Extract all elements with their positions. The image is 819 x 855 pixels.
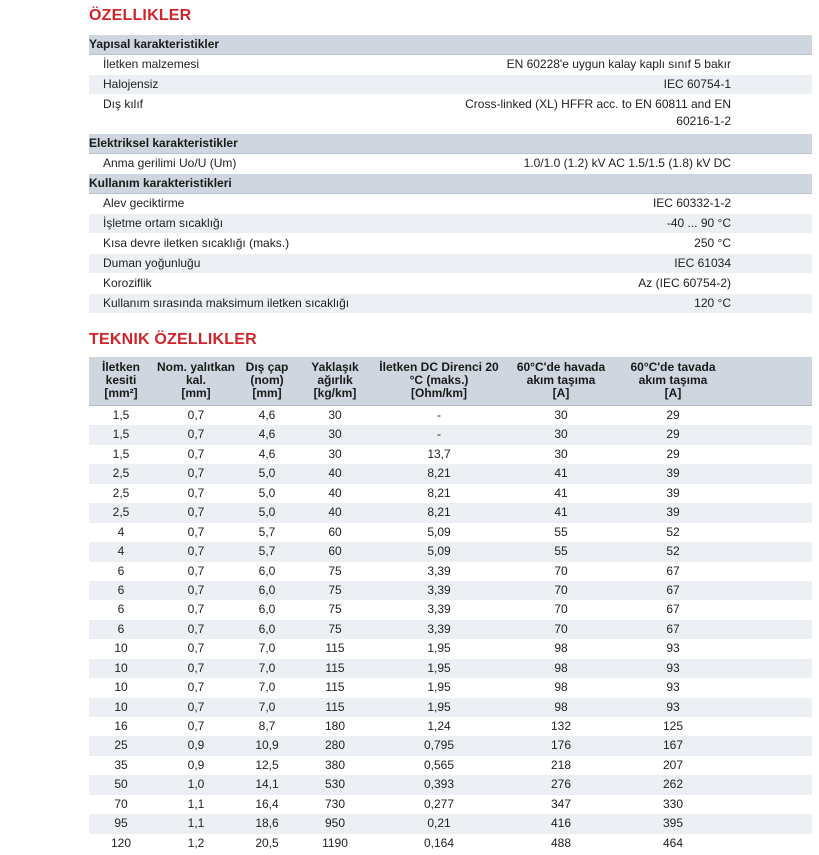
column-header-line: İletken DC Direnci 20 xyxy=(379,360,499,374)
table-cell: 10 xyxy=(114,660,128,675)
table-cell: 0,164 xyxy=(423,835,455,850)
table-cell: 7,0 xyxy=(258,660,276,675)
table-cell: 0,7 xyxy=(187,466,205,481)
table-cell: 395 xyxy=(662,816,684,831)
table-cell: 55 xyxy=(554,524,568,539)
table-cell: 0,7 xyxy=(187,408,205,422)
table-cell: - xyxy=(437,427,441,442)
column-header xyxy=(89,361,153,400)
table-header xyxy=(89,357,812,406)
table-row xyxy=(89,600,812,619)
section-title: Yapısal karakteristikler xyxy=(89,37,220,51)
column-header xyxy=(503,361,619,400)
table-cell: 5,0 xyxy=(258,466,276,481)
table-cell: 10 xyxy=(114,680,128,695)
table-cell: 93 xyxy=(666,699,680,714)
table-cell: 60 xyxy=(328,544,342,559)
table-cell: 12,5 xyxy=(255,757,279,772)
table-cell: 10,9 xyxy=(255,738,279,753)
column-header-line: İletken xyxy=(101,360,140,374)
table-cell: 0,7 xyxy=(187,582,205,597)
table-cell: 7,0 xyxy=(258,641,276,656)
table-cell: 262 xyxy=(662,777,684,792)
table-row xyxy=(89,775,812,794)
table-cell: - xyxy=(437,408,441,422)
table-cell: 40 xyxy=(328,505,342,520)
spec-label: Duman yoğunluğu xyxy=(103,256,201,270)
table-cell: 0,565 xyxy=(423,757,455,772)
table-cell: 55 xyxy=(554,544,568,559)
table-cell: 115 xyxy=(325,699,345,714)
table-cell: 30 xyxy=(554,446,568,461)
spec-row xyxy=(89,55,812,75)
spec-value: -40 ... 90 °C xyxy=(666,216,731,230)
spec-row xyxy=(89,274,812,294)
table-cell: 0,7 xyxy=(187,719,205,733)
table-row xyxy=(89,678,812,697)
table-cell: 0,7 xyxy=(187,699,205,714)
features-table xyxy=(89,35,812,314)
table-cell: 0,7 xyxy=(187,427,205,442)
table-cell: 70 xyxy=(554,563,568,578)
table-cell: 530 xyxy=(324,777,346,792)
table-cell: 125 xyxy=(662,719,684,733)
section-structural xyxy=(89,35,812,55)
table-cell: 60 xyxy=(328,524,342,539)
features-heading: ÖZELLIKLER xyxy=(89,7,192,24)
table-cell: 0,7 xyxy=(187,680,205,695)
table-cell: 14,1 xyxy=(255,777,279,792)
table-cell: 93 xyxy=(666,660,680,675)
table-cell: 67 xyxy=(666,563,680,578)
table-row xyxy=(89,445,812,464)
column-header-line: kesiti xyxy=(105,373,137,387)
column-header-line: [mm] xyxy=(181,386,211,400)
table-cell: 2,5 xyxy=(112,505,130,520)
table-cell: 1,95 xyxy=(427,660,451,675)
table-cell: 1,2 xyxy=(187,835,205,850)
technical-table xyxy=(89,357,812,853)
table-cell: 70 xyxy=(554,582,568,597)
spec-value: IEC 60332-1-2 xyxy=(652,196,731,210)
column-header-line: ağırlık xyxy=(317,373,353,387)
table-cell: 30 xyxy=(328,427,342,442)
table-row xyxy=(89,834,812,853)
table-cell: 380 xyxy=(324,757,346,772)
table-cell: 0,7 xyxy=(187,641,205,656)
table-cell: 70 xyxy=(554,602,568,617)
table-cell: 98 xyxy=(554,660,568,675)
table-cell: 39 xyxy=(666,485,680,500)
table-row xyxy=(89,523,812,542)
table-row xyxy=(89,814,812,833)
table-cell: 0,21 xyxy=(427,816,451,831)
table-cell: 6 xyxy=(117,602,125,617)
table-cell: 176 xyxy=(550,738,572,753)
table-row xyxy=(89,562,812,581)
table-cell: 4,6 xyxy=(258,408,276,422)
table-cell: 98 xyxy=(554,699,568,714)
table-cell: 16,4 xyxy=(255,796,279,811)
column-header-line: [mm] xyxy=(252,386,282,400)
table-cell: 4 xyxy=(117,544,125,559)
table-cell: 1,0 xyxy=(187,777,205,792)
table-cell: 330 xyxy=(662,796,684,811)
table-cell: 0,7 xyxy=(187,544,205,559)
table-row xyxy=(89,464,812,483)
spec-value: Cross-linked (XL) HFFR acc. to EN 60811 and EN 60216-1-2 xyxy=(465,97,731,128)
technical-heading: TEKNIK ÖZELLIKLER xyxy=(89,331,257,348)
table-cell: 50 xyxy=(114,777,128,792)
spec-label: Anma gerilimi Uo/U (Um) xyxy=(103,156,237,170)
column-header-line: 60°C'de tavada xyxy=(630,360,716,374)
spec-label: Dış kılıf xyxy=(103,97,144,111)
table-row xyxy=(89,484,812,503)
table-cell: 25 xyxy=(114,738,128,753)
column-header-line: [A] xyxy=(664,386,682,400)
table-cell: 95 xyxy=(114,816,128,831)
table-cell: 0,393 xyxy=(423,777,455,792)
table-cell: 218 xyxy=(550,757,572,772)
spec-row xyxy=(89,154,812,174)
table-row xyxy=(89,406,812,425)
spec-label: Alev geciktirme xyxy=(103,196,185,210)
table-row xyxy=(89,736,812,755)
table-cell: 280 xyxy=(324,738,346,753)
table-cell: 29 xyxy=(666,446,680,461)
column-header xyxy=(239,361,295,400)
table-cell: 3,39 xyxy=(427,582,451,597)
table-cell: 416 xyxy=(550,816,572,831)
table-cell: 16 xyxy=(114,719,128,733)
section-title: Kullanım karakteristikleri xyxy=(89,176,232,190)
column-header-line: [kg/km] xyxy=(313,386,357,400)
table-cell: 67 xyxy=(666,582,680,597)
table-cell: 6 xyxy=(117,563,125,578)
table-cell: 1,5 xyxy=(112,446,130,461)
table-cell: 115 xyxy=(325,641,345,656)
table-cell: 2,5 xyxy=(112,485,130,500)
table-cell: 18,6 xyxy=(255,816,279,831)
table-cell: 4,6 xyxy=(258,446,276,461)
table-cell: 0,7 xyxy=(187,505,205,520)
table-cell: 13,7 xyxy=(427,446,451,461)
table-cell: 0,7 xyxy=(187,446,205,461)
table-cell: 1,95 xyxy=(427,699,451,714)
table-cell: 41 xyxy=(554,505,568,520)
table-cell: 20,5 xyxy=(255,835,279,850)
section-electrical xyxy=(89,134,812,154)
section-usage xyxy=(89,174,812,194)
table-cell: 167 xyxy=(662,738,684,753)
column-header-line: °C (maks.) xyxy=(409,373,469,387)
table-cell: 39 xyxy=(666,466,680,481)
table-row xyxy=(89,542,812,561)
table-cell: 7,0 xyxy=(258,680,276,695)
table-cell: 207 xyxy=(662,757,684,772)
table-cell: 5,09 xyxy=(427,544,451,559)
table-cell: 0,7 xyxy=(187,485,205,500)
table-cell: 98 xyxy=(554,641,568,656)
table-cell: 6,0 xyxy=(258,602,276,617)
table-cell: 6,0 xyxy=(258,621,276,636)
table-cell: 10 xyxy=(114,699,128,714)
spec-label: İşletme ortam sıcaklığı xyxy=(103,216,224,230)
table-cell: 30 xyxy=(554,427,568,442)
table-cell: 67 xyxy=(666,602,680,617)
table-cell: 4,6 xyxy=(258,427,276,442)
table-row xyxy=(89,659,812,678)
table-cell: 2,5 xyxy=(112,466,130,481)
table-cell: 950 xyxy=(324,816,346,831)
table-cell: 75 xyxy=(328,582,342,597)
table-cell: 3,39 xyxy=(427,602,451,617)
table-cell: 5,7 xyxy=(258,544,276,559)
table-cell: 180 xyxy=(324,719,346,733)
table-cell: 40 xyxy=(328,466,342,481)
column-header-line: (nom) xyxy=(250,373,284,387)
table-cell: 93 xyxy=(666,680,680,695)
table-cell: 8,21 xyxy=(427,466,451,481)
spec-label: Halojensiz xyxy=(103,77,159,91)
column-header-line: Dış çap xyxy=(245,360,289,374)
spec-value: IEC 61034 xyxy=(674,256,731,270)
table-cell: 1,5 xyxy=(112,408,130,422)
table-cell: 0,7 xyxy=(187,660,205,675)
spec-row xyxy=(89,194,812,214)
table-cell: 115 xyxy=(325,660,345,675)
column-header-line: kal. xyxy=(185,373,206,387)
table-cell: 30 xyxy=(328,408,342,422)
table-cell: 4 xyxy=(117,524,125,539)
table-cell: 1,5 xyxy=(112,427,130,442)
table-cell: 5,09 xyxy=(427,524,451,539)
table-row xyxy=(89,795,812,814)
table-cell: 132 xyxy=(550,719,572,733)
table-cell: 41 xyxy=(554,466,568,481)
table-cell: 115 xyxy=(325,680,345,695)
table-cell: 39 xyxy=(666,505,680,520)
spec-row xyxy=(89,294,812,314)
table-cell: 41 xyxy=(554,485,568,500)
column-header-line: 60°C'de havada xyxy=(516,360,606,374)
table-cell: 70 xyxy=(114,796,128,811)
column-header xyxy=(619,361,727,400)
table-cell: 30 xyxy=(328,446,342,461)
table-cell: 464 xyxy=(662,835,684,850)
spec-row xyxy=(89,75,812,95)
table-cell: 0,795 xyxy=(423,738,455,753)
spec-value: 250 °C xyxy=(694,236,731,250)
table-cell: 1190 xyxy=(322,835,348,850)
table-cell: 6 xyxy=(117,582,125,597)
spec-row xyxy=(89,234,812,254)
spec-label: İletken malzemesi xyxy=(103,57,200,71)
table-cell: 40 xyxy=(328,485,342,500)
table-cell: 1,95 xyxy=(427,641,451,656)
column-header-line: [mm²] xyxy=(104,386,138,400)
table-body xyxy=(89,406,812,853)
table-cell: 98 xyxy=(554,680,568,695)
table-row xyxy=(89,756,812,775)
table-cell: 3,39 xyxy=(427,621,451,636)
spec-label: Kullanım sırasında maksimum iletken sıcaklığı xyxy=(103,296,350,310)
table-cell: 10 xyxy=(114,641,128,656)
table-cell: 120 xyxy=(110,835,132,850)
table-cell: 75 xyxy=(328,563,342,578)
table-row xyxy=(89,620,812,639)
table-row xyxy=(89,717,812,736)
table-cell: 67 xyxy=(666,621,680,636)
column-header-line: [A] xyxy=(552,386,570,400)
table-cell: 5,0 xyxy=(258,485,276,500)
table-cell: 488 xyxy=(550,835,572,850)
table-cell: 0,7 xyxy=(187,563,205,578)
spec-row xyxy=(89,95,812,134)
table-cell: 0,7 xyxy=(187,621,205,636)
spec-value: EN 60228'e uygun kalay kaplı sınıf 5 bakır xyxy=(506,57,731,71)
column-header-line: akım taşıma xyxy=(638,373,708,387)
table-row xyxy=(89,503,812,522)
table-cell: 0,7 xyxy=(187,602,205,617)
spec-row xyxy=(89,254,812,274)
table-cell: 5,0 xyxy=(258,505,276,520)
column-header-line: [Ohm/km] xyxy=(410,386,467,400)
table-row xyxy=(89,698,812,717)
table-cell: 1,1 xyxy=(187,816,205,831)
table-cell: 6 xyxy=(117,621,125,636)
column-header xyxy=(375,361,503,400)
table-cell: 29 xyxy=(666,427,680,442)
column-header xyxy=(153,361,239,400)
table-cell: 730 xyxy=(324,796,346,811)
table-cell: 0,9 xyxy=(187,738,205,753)
table-cell: 1,24 xyxy=(427,719,451,733)
table-cell: 8,21 xyxy=(427,505,451,520)
table-cell: 93 xyxy=(666,641,680,656)
table-cell: 1,1 xyxy=(187,796,205,811)
table-cell: 347 xyxy=(550,796,572,811)
table-cell: 8,7 xyxy=(258,719,276,733)
spec-value: 120 °C xyxy=(694,296,731,310)
table-cell: 30 xyxy=(554,408,568,422)
table-row xyxy=(89,425,812,444)
table-cell: 0,7 xyxy=(187,524,205,539)
spec-label: Koroziflik xyxy=(103,276,152,290)
table-cell: 29 xyxy=(666,408,680,422)
table-cell: 0,277 xyxy=(423,796,455,811)
spec-value: Az (IEC 60754-2) xyxy=(638,276,731,290)
spec-label: Kısa devre iletken sıcaklığı (maks.) xyxy=(103,236,290,250)
table-cell: 8,21 xyxy=(427,485,451,500)
table-cell: 75 xyxy=(328,602,342,617)
table-cell: 1,95 xyxy=(427,680,451,695)
table-cell: 52 xyxy=(666,544,680,559)
spec-value: IEC 60754-1 xyxy=(663,77,731,91)
table-cell: 35 xyxy=(114,757,128,772)
table-cell: 7,0 xyxy=(258,699,276,714)
table-cell: 5,7 xyxy=(258,524,276,539)
section-title: Elektriksel karakteristikler xyxy=(89,136,238,150)
table-cell: 6,0 xyxy=(258,582,276,597)
table-row xyxy=(89,639,812,658)
table-cell: 6,0 xyxy=(258,563,276,578)
table-cell: 75 xyxy=(328,621,342,636)
table-cell: 70 xyxy=(554,621,568,636)
table-cell: 0,9 xyxy=(187,757,205,772)
table-cell: 3,39 xyxy=(427,563,451,578)
column-header-line: Yaklaşık xyxy=(311,360,359,374)
table-cell: 276 xyxy=(550,777,572,792)
column-header xyxy=(295,361,375,400)
table-row xyxy=(89,581,812,600)
column-header-line: akım taşıma xyxy=(526,373,596,387)
table-cell: 52 xyxy=(666,524,680,539)
column-header-line: Nom. yalıtkan xyxy=(156,360,236,374)
spec-value: 1.0/1.0 (1.2) kV AC 1.5/1.5 (1.8) kV DC xyxy=(523,156,731,170)
spec-row xyxy=(89,214,812,234)
